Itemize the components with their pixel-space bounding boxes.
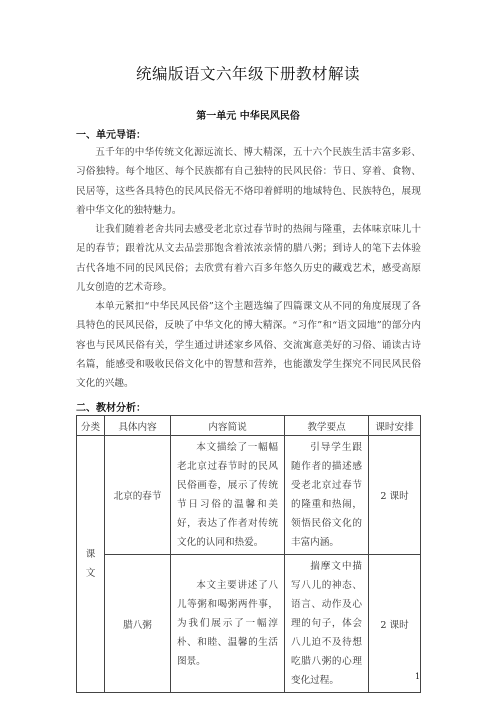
section-heading-intro: 一、单元导语： (76, 130, 146, 141)
intro-paragraph-2: 让我们随着老舍共同去感受老北京过春节时的热闹与隆重，去体味京味儿十足的春节；跟着沈从文去品尝那饱含着浓浓亲情的腊八粥；到诗人的笔下去体验古代各地不同的民风民俗；去欣赏有着六百多年悠久历史的藏戏艺术，感受高原儿女创造的艺术奇珍。 (76, 224, 421, 293)
intro-paragraph-1: 五千年的中华传统文化源远流长、博大精深，五十六个民族生活丰富多彩、习俗独特。每个地区、每个民族都有自己独特的民风民俗：节日、穿着、食物、民居等，这些各具特色的民风民俗无不烙印着鲜明的地域特色、民族特色，展现着中华文化的独特魅力。 (76, 147, 421, 216)
header-summary: 内容简说 (171, 416, 285, 436)
teaching-points-cell: 引导学生跟随作者的描述感受老北京过春节的隆重和热闹，领悟民俗文化的丰富内涵。 (285, 436, 369, 555)
table-row (77, 555, 421, 693)
header-content: 具体内容 (105, 416, 171, 436)
content-cell: 腊八粥 (105, 555, 171, 693)
section-heading-analysis: 二、教材分析： (76, 403, 146, 414)
header-class-hours: 课时安排 (369, 416, 421, 436)
page-number: 1 (415, 672, 421, 681)
summary-cell: 本文描绘了一幅幅老北京过春节时的民风民俗画卷，展示了传统节日习俗的温馨和美好，表达了作者对传统文化的认同和热爱。 (171, 436, 285, 555)
document-title: 统编版语文六年级下册教材解读 (135, 65, 360, 83)
unit-title: 第一单元 中华民风民俗 (196, 111, 300, 122)
header-category: 分类 (77, 416, 105, 436)
intro-paragraph-3: 本单元紧扣“中华民风民俗”这个主题选编了四篇课文从不同的角度展现了各具特色的民风民俗，反映了中华文化的博大精深。“习作”和“语文园地”的部分内容也与民风民俗有关，学生通过讲述家乡风俗、交流寓意美好的习俗、诵读古诗名篇，能感受和吸收民俗文化中的智慧和营养，也能激发学生探究不同民风民俗文化的兴趣。 (76, 301, 421, 390)
class-hours-cell: 2 课时 (369, 555, 421, 693)
summary-cell: 本文主要讲述了八儿等粥和喝粥两件事，为我们展示了一幅淳朴、和睦、温馨的生活图景。 (171, 555, 285, 693)
header-teaching-points: 教学要点 (285, 416, 369, 436)
category-cell: 课文 (77, 436, 105, 693)
teaching-points-cell: 揣摩文中描写八儿的神态、语言、动作及心理的句子，体会八儿迫不及待想吃腊八粥的心理变化过程。 (285, 555, 369, 693)
class-hours-cell: 2 课时 (369, 436, 421, 555)
content-cell: 北京的春节 (105, 436, 171, 555)
table-header-row (77, 416, 421, 436)
table-row (77, 436, 421, 555)
analysis-table (76, 415, 421, 693)
